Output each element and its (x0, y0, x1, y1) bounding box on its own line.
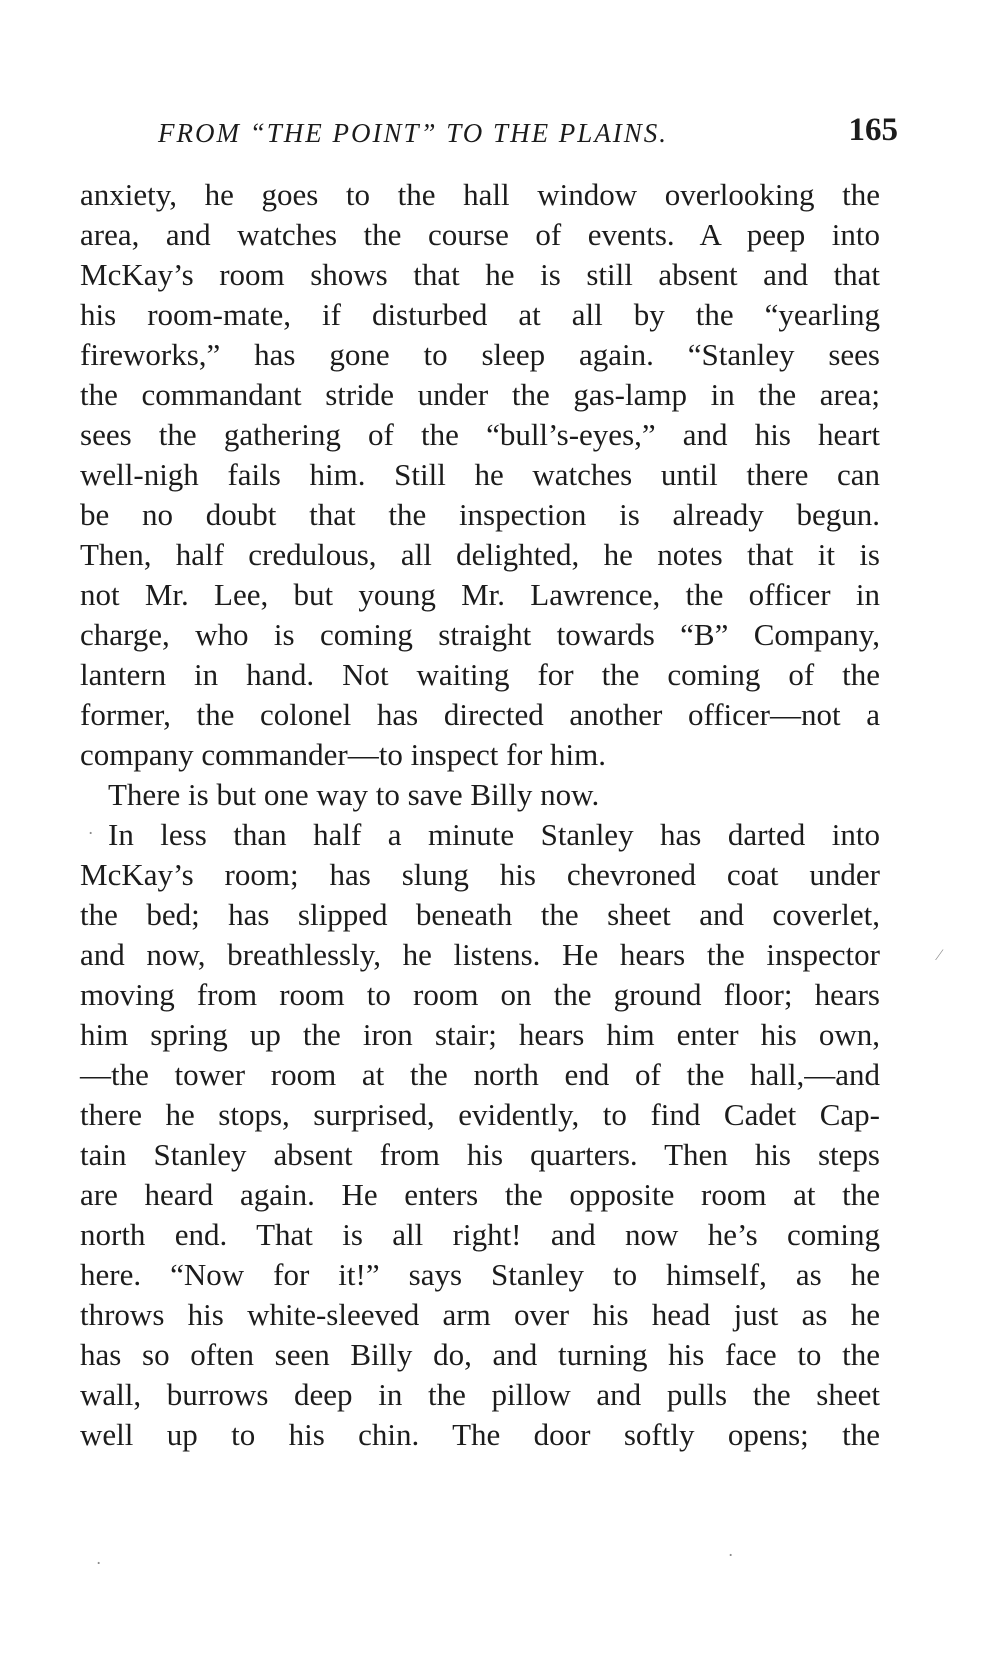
text-line: not Mr. Lee, but young Mr. Lawrence, the officer in (80, 577, 880, 612)
text-line: and now, breathlessly, he listens. He hears the inspector (80, 937, 880, 972)
text-line: there he stops, surprised, evidently, to find Cadet Cap- (80, 1097, 880, 1132)
text-line: throws his white-sleeved arm over his head just as he (80, 1297, 880, 1332)
text-line: —the tower room at the north end of the hall,—and (80, 1057, 880, 1092)
text-line: company commander—to inspect for him. (80, 737, 607, 772)
text-line: has so often seen Billy do, and turning his face to the (80, 1337, 880, 1372)
text-line: moving from room to room on the ground floor; hears (80, 977, 880, 1012)
scan-speck: ⁄ (938, 947, 941, 964)
text-line: well up to his chin. The door softly opens; the (80, 1417, 880, 1452)
text-line: sees the gathering of the “bull’s-eyes,” and his heart (80, 417, 880, 452)
text-line: be no doubt that the inspection is already begun. (80, 497, 880, 532)
text-line: lantern in hand. Not waiting for the coming of the (80, 657, 880, 692)
text-line: north end. That is all right! and now he’s coming (80, 1217, 880, 1252)
text-line: fireworks,” has gone to sleep again. “Stanley sees (80, 337, 880, 372)
body-text (80, 175, 880, 1455)
running-head (158, 112, 898, 156)
text-line: the bed; has slipped beneath the sheet and coverlet, (80, 897, 880, 932)
text-line: anxiety, he goes to the hall window overlooking the (80, 177, 880, 212)
text-line: well-nigh fails him. Still he watches until there can (80, 457, 880, 492)
text-line: There is but one way to save Billy now. (108, 777, 600, 812)
scan-speck: ․ (88, 821, 94, 838)
text-line: In less than half a minute Stanley has darted into (108, 817, 880, 852)
text-line: area, and watches the course of events. A peep into (80, 217, 880, 252)
text-line: McKay’s room shows that he is still absent and that (80, 257, 880, 292)
scan-speck: ․ (96, 1551, 102, 1568)
text-line: wall, burrows deep in the pillow and pulls the sheet (80, 1377, 880, 1412)
page-number: 165 (848, 112, 898, 148)
text-line: the commandant stride under the gas-lamp in the area; (80, 377, 880, 412)
text-line: him spring up the iron stair; hears him enter his own, (80, 1017, 880, 1052)
text-line: McKay’s room; has slung his chevroned coat under (80, 857, 880, 892)
text-line: former, the colonel has directed another officer—not a (80, 697, 880, 732)
running-title: FROM “THE POINT” TO THE PLAINS. (158, 118, 669, 148)
text-line: here. “Now for it!” says Stanley to himself, as he (80, 1257, 880, 1292)
text-line: his room-mate, if disturbed at all by the “yearling (80, 297, 880, 332)
text-line: charge, who is coming straight towards “B” Company, (80, 617, 880, 652)
scan-speck: ․ (728, 1543, 734, 1560)
text-line: are heard again. He enters the opposite room at the (80, 1177, 880, 1212)
text-line: tain Stanley absent from his quarters. Then his steps (80, 1137, 880, 1172)
text-line: Then, half credulous, all delighted, he notes that it is (80, 537, 880, 572)
